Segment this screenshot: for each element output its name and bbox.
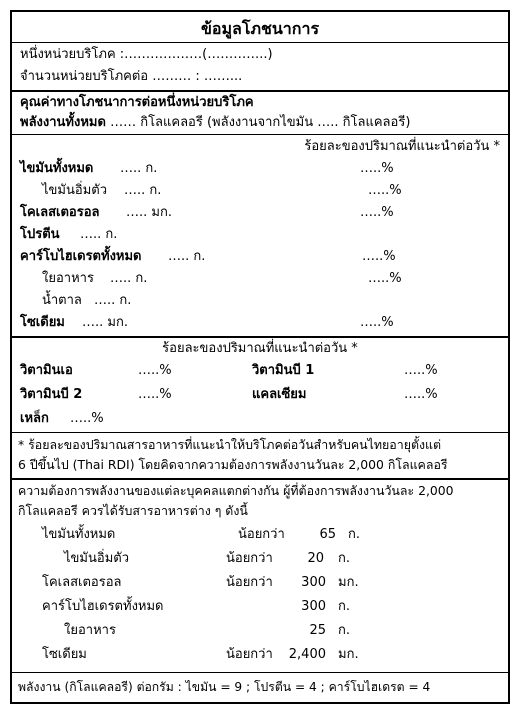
footnote-line: * ร้อยละของปริมาณสารอาหารที่แนะนำให้บริโภคต่อวันสำหรับคนไทยอายุตั้งแต่: [18, 437, 442, 452]
vitamin-label: เหล็ก: [20, 411, 49, 426]
nutrient-percent: …..%: [368, 183, 402, 198]
vitamin-label: แคลเซียม: [252, 387, 307, 402]
requirement-value: 300: [301, 599, 326, 614]
nutrient-amount: ….. ก.: [94, 293, 132, 308]
requirement-unit: ก.: [348, 527, 361, 542]
rdi-header: ร้อยละของปริมาณที่แนะนำต่อวัน *: [304, 139, 500, 154]
nutrient-percent: …..%: [360, 161, 394, 176]
requirement-value: 2,400: [288, 647, 326, 662]
nutrient-amount: ….. มก.: [126, 205, 172, 220]
requirements-line: กิโลแคลอรี ควรได้รับสารอาหารต่าง ๆ ดังนี้: [18, 503, 248, 518]
nutrient-amount: ….. ก.: [80, 227, 118, 242]
nutrient-label: ไขมันอิ่มตัว: [42, 183, 107, 198]
requirement-label: ไขมันทั้งหมด: [42, 527, 116, 542]
divider: [12, 42, 508, 43]
energy-per-gram: พลังงาน (กิโลแคลอรี) ต่อกรัม : ไขมัน = 9 ; โปรตีน = 4 ; คาร์โบไฮเดรต = 4: [18, 680, 431, 694]
requirement-label: ใยอาหาร: [64, 623, 116, 638]
nutrient-amount: ….. ก.: [124, 183, 162, 198]
requirement-label: คาร์โบไฮเดรตทั้งหมด: [42, 599, 164, 614]
per-serving-heading: คุณค่าทางโภชนาการต่อหนึ่งหน่วยบริโภค: [20, 95, 254, 110]
energy-value: …… กิโลแคลอรี (พลังงานจากไขมัน ….. กิโลแคลอรี): [110, 115, 411, 130]
divider: [12, 672, 508, 673]
nutrient-percent: …..%: [360, 315, 394, 330]
nutrient-amount: ….. ก.: [168, 249, 206, 264]
requirement-unit: ก.: [338, 551, 351, 566]
vitamin-rdi-header: ร้อยละของปริมาณที่แนะนำต่อวัน *: [162, 341, 358, 356]
nutrient-label: คาร์โบไฮเดรตทั้งหมด: [20, 249, 142, 264]
requirement-unit: มก.: [338, 647, 359, 662]
requirement-value: 65: [319, 527, 336, 542]
divider: [12, 134, 508, 135]
vitamin-percent: …..%: [404, 363, 438, 378]
requirement-unit: มก.: [338, 575, 359, 590]
requirements-line: ความต้องการพลังงานของแต่ละบุคคลแตกต่างกัน ผู้ที่ต้องการพลังงานวันละ 2,000: [18, 483, 454, 498]
vitamin-percent: …..%: [404, 387, 438, 402]
nutrient-label: ไขมันทั้งหมด: [20, 161, 94, 176]
requirement-qualifier: น้อยกว่า: [226, 551, 273, 566]
energy-row: [20, 114, 410, 132]
serving-size: หนึ่งหน่วยบริโภค :………………(…………..): [20, 47, 273, 62]
divider: [12, 478, 508, 480]
divider: [12, 336, 508, 338]
requirement-unit: ก.: [338, 599, 351, 614]
nutrient-label: โซเดียม: [20, 315, 65, 330]
requirement-label: โซเดียม: [42, 647, 87, 662]
requirement-label: โคเลสเตอรอล: [42, 575, 122, 590]
nutrient-amount: ….. มก.: [82, 315, 128, 330]
requirement-value: 300: [301, 575, 326, 590]
nutrient-percent: …..%: [362, 249, 396, 264]
nutrient-percent: …..%: [368, 271, 402, 286]
vitamin-percent: …..%: [70, 411, 104, 426]
vitamin-label: วิตามินเอ: [20, 363, 73, 378]
vitamin-percent: …..%: [138, 363, 172, 378]
vitamin-percent: …..%: [138, 387, 172, 402]
requirement-unit: ก.: [338, 623, 351, 638]
requirement-qualifier: น้อยกว่า: [226, 647, 273, 662]
servings-per-container: จำนวนหน่วยบริโภคต่อ ……… : ……...: [20, 69, 243, 84]
nutrient-amount: ….. ก.: [120, 161, 158, 176]
requirement-label: ไขมันอิ่มตัว: [64, 551, 129, 566]
label-title: ข้อมูลโภชนาการ: [200, 19, 320, 38]
vitamin-label: วิตามินบี 1: [252, 363, 315, 378]
divider: [12, 432, 508, 433]
nutrition-facts-label: [10, 10, 510, 704]
requirement-qualifier: น้อยกว่า: [226, 575, 273, 590]
nutrient-label: โปรตีน: [20, 227, 60, 242]
nutrient-label: ใยอาหาร: [42, 271, 94, 286]
footnote-line: 6 ปีขึ้นไป (Thai RDI) โดยคิดจากความต้องการพลังงานวันละ 2,000 กิโลแคลอรี: [18, 457, 448, 472]
energy-label: พลังงานทั้งหมด: [20, 115, 106, 130]
nutrient-amount: ….. ก.: [110, 271, 148, 286]
requirement-qualifier: น้อยกว่า: [238, 527, 285, 542]
nutrient-label: โคเลสเตอรอล: [20, 205, 100, 220]
requirement-value: 25: [309, 623, 326, 638]
divider: [12, 90, 508, 92]
vitamin-label: วิตามินบี 2: [20, 387, 83, 402]
requirement-value: 20: [307, 551, 324, 566]
nutrient-percent: …..%: [360, 205, 394, 220]
nutrient-label: น้ำตาล: [42, 293, 82, 308]
